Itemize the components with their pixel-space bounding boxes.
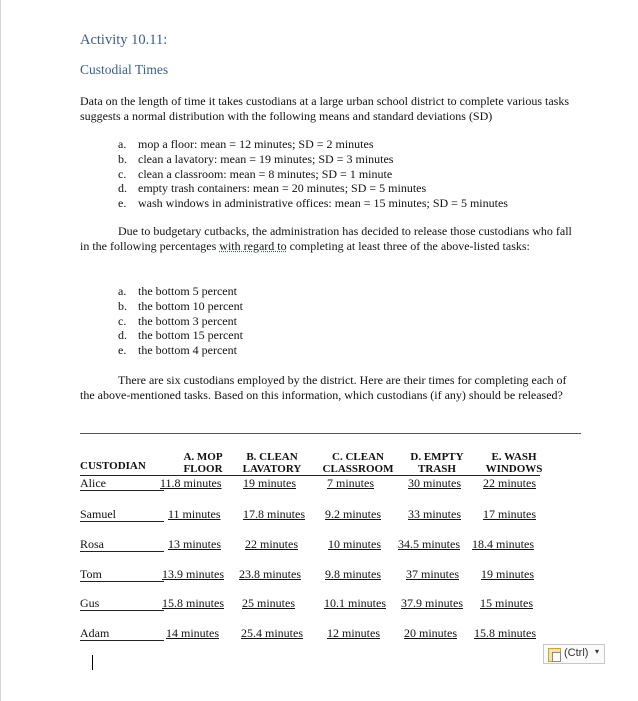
cell-name: Samuel	[80, 507, 116, 521]
list-item	[118, 284, 243, 299]
list-marker: b.	[118, 298, 127, 313]
cell-b: 23.8 minutes	[239, 567, 301, 581]
header-line: WINDOWS	[485, 463, 543, 475]
clipboard-icon	[548, 648, 561, 662]
cell-d: 37.9 minutes	[401, 596, 463, 610]
cell-b: 19 minutes	[243, 476, 296, 490]
cell-c: 7 minutes	[327, 476, 374, 490]
activity-title: Activity 10.11:	[80, 32, 168, 48]
list-marker: e.	[118, 196, 127, 211]
header-clean-lavatory	[236, 451, 308, 475]
list-marker: b.	[118, 151, 127, 166]
list-text: the bottom 4 percent	[138, 343, 237, 358]
list-text: mop a floor: mean = 12 minutes; SD = 2 minutes	[138, 137, 374, 151]
list-item	[118, 196, 508, 211]
list-marker: a.	[118, 137, 127, 151]
chevron-down-icon: ▾	[595, 647, 600, 656]
row-rule	[80, 551, 164, 552]
cell-e: 18.4 minutes	[472, 537, 534, 551]
cell-c: 10 minutes	[328, 537, 381, 551]
list-marker: c.	[118, 166, 127, 181]
cell-d: 34.5 minutes	[398, 537, 460, 551]
header-clean-classroom	[318, 451, 398, 475]
list-item	[118, 167, 508, 182]
cell-d: 33 minutes	[408, 507, 461, 521]
header-line: D. EMPTY	[410, 451, 464, 463]
cell-c: 10.1 minutes	[324, 596, 386, 610]
list-text: wash windows in administrative offices: mean = 15 minutes; SD = 5 minutes	[138, 196, 508, 211]
text-cursor	[92, 655, 93, 670]
list-marker: c.	[118, 313, 127, 328]
paste-options-button[interactable]	[543, 644, 605, 664]
list-marker: a.	[118, 284, 127, 298]
list-text: empty trash containers: mean = 20 minutes; SD = 5 minutes	[138, 181, 427, 196]
activity-subtitle: Custodial Times	[80, 62, 169, 77]
header-line: C. CLEAN	[332, 451, 384, 463]
cell-b: 25.4 minutes	[241, 626, 303, 640]
cell-d: 37 minutes	[406, 567, 459, 581]
list-item	[118, 343, 243, 358]
list-text: the bottom 15 percent	[138, 328, 243, 343]
cell-name: Rosa	[80, 537, 104, 551]
cell-a: 11.8 minutes	[160, 476, 222, 490]
header-line: A. MOP	[183, 451, 223, 463]
cell-e: 19 minutes	[481, 567, 534, 581]
cell-c: 9.2 minutes	[325, 507, 381, 521]
list-text: the bottom 3 percent	[138, 313, 237, 328]
cell-name: Tom	[80, 567, 102, 581]
table-row	[80, 596, 540, 610]
cutback-paragraph	[80, 224, 580, 253]
table-top-rule	[80, 433, 581, 434]
table-row	[80, 567, 540, 581]
paste-options-label: (Ctrl)	[564, 647, 589, 659]
row-rule	[80, 521, 164, 522]
table-row	[80, 537, 540, 551]
header-line: E. WASH	[491, 451, 537, 463]
list-item	[118, 152, 508, 167]
cell-c: 12 minutes	[327, 626, 380, 640]
table-row	[80, 476, 540, 490]
cell-a: 15.8 minutes	[162, 596, 224, 610]
cell-b: 22 minutes	[245, 537, 298, 551]
cutback-text-start: Due to budgetary cutbacks, the administration has decided to release those custodians who fall in the following percentages	[80, 224, 572, 253]
cell-c: 9.8 minutes	[325, 567, 381, 581]
list-marker: d.	[118, 181, 127, 196]
header-custodian: CUSTODIAN	[80, 460, 146, 472]
cell-a: 13.9 minutes	[162, 567, 224, 581]
list-item	[118, 314, 243, 329]
row-rule	[80, 640, 164, 641]
page-edge	[0, 0, 1, 701]
tasks-list	[118, 137, 508, 211]
list-marker: e.	[118, 343, 127, 358]
header-line: CLASSROOM	[322, 463, 394, 475]
cell-a: 14 minutes	[166, 626, 219, 640]
header-line: B. CLEAN	[246, 451, 298, 463]
row-rule	[80, 610, 164, 611]
list-text: the bottom 10 percent	[138, 298, 243, 313]
list-text: the bottom 5 percent	[138, 284, 237, 298]
custodians-paragraph: There are six custodians employed by the district. Here are their times for completing each of the above-mentioned tasks. Based on this information, which custodians (if any) should be released?	[80, 373, 567, 402]
intro-paragraph: Data on the length of time it takes custodians at a large urban school district to complete various tasks suggests a normal distribution with the following means and standard deviations (SD)	[80, 94, 569, 123]
percentages-list	[118, 284, 243, 358]
grammar-suggestion[interactable]: with regard to	[219, 238, 287, 253]
list-text: clean a classroom: mean = 8 minutes; SD = 1 minute	[138, 166, 393, 181]
row-rule	[80, 581, 164, 582]
row-rule	[80, 490, 164, 491]
cell-e: 15.8 minutes	[474, 626, 536, 640]
header-empty-trash	[404, 451, 470, 475]
cell-b: 25 minutes	[242, 596, 295, 610]
table-row	[80, 626, 540, 640]
table-row	[80, 507, 540, 521]
cell-b: 17.8 minutes	[243, 507, 305, 521]
list-item	[118, 137, 508, 152]
list-item	[118, 328, 243, 343]
header-line: TRASH	[418, 463, 456, 475]
cell-name: Alice	[80, 476, 106, 490]
cell-d: 30 minutes	[408, 476, 461, 490]
cell-name: Gus	[80, 596, 100, 610]
list-item	[118, 181, 508, 196]
header-wash-windows	[480, 451, 548, 475]
cutback-text-end: completing at least three of the above-listed tasks:	[286, 238, 530, 253]
list-text: clean a lavatory: mean = 19 minutes; SD = 3 minutes	[138, 151, 394, 166]
cell-a: 11 minutes	[168, 507, 221, 521]
cell-e: 17 minutes	[483, 507, 536, 521]
list-item	[118, 299, 243, 314]
cell-d: 20 minutes	[404, 626, 457, 640]
header-line: LAVATORY	[242, 463, 302, 475]
cell-e: 15 minutes	[480, 596, 533, 610]
header-line: FLOOR	[183, 463, 223, 475]
cell-e: 22 minutes	[483, 476, 536, 490]
header-mop-floor	[168, 451, 238, 475]
cell-name: Adam	[80, 626, 110, 640]
cell-a: 13 minutes	[168, 537, 221, 551]
list-marker: d.	[118, 328, 127, 343]
